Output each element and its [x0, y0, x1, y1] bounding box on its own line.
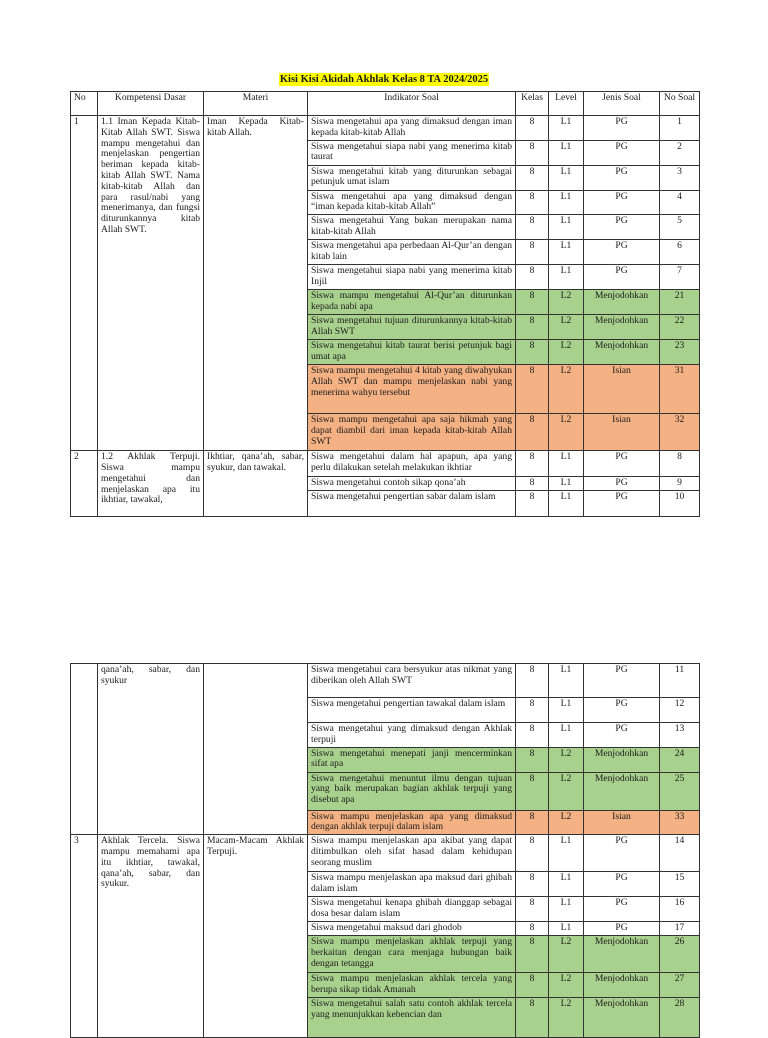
cell-level: L1	[549, 698, 584, 723]
cell-kelas: 8	[516, 972, 549, 997]
cell-indikator-soal: Siswa mampu menjelaskan apa yang dimaksud dengan akhlak terpuji dalam islam	[308, 810, 516, 835]
table-row	[71, 451, 700, 477]
cell-no-soal: 17	[660, 922, 700, 936]
cell-no-soal: 26	[660, 935, 700, 972]
cell-indikator-soal: Siswa mengetahui kitab yang diturunkan sebagai petunjuk umat islam	[308, 165, 516, 190]
cell-jenis-soal: PG	[584, 664, 660, 698]
cell-level: L2	[549, 365, 584, 414]
cell-indikator-soal: Siswa mengetahui cara bersyukur atas nikmat yang diberikan oleh Allah SWT	[308, 664, 516, 698]
cell-kelas: 8	[516, 340, 549, 365]
cell-level: L1	[549, 872, 584, 897]
cell-jenis-soal: Menjodohkan	[584, 290, 660, 315]
cell-no-soal: 2	[660, 140, 700, 165]
cell-level: L1	[549, 664, 584, 698]
cell-kompetensi-dasar: 1.1 Iman Kepada Kitab-Kitab Allah SWT. Siswa mampu mengetahui dan menjelaskan pengertian beriman kepada kitab-kitab Allah SWT. Nama kitab-kitab Allah dan para rasul/nabi yang menerimanya, dan fungsi diturunkannya kitab Allah SWT.	[98, 116, 204, 451]
document-title: Kisi Kisi Akidah Akhlak Kelas 8 TA 2024/2025	[279, 74, 489, 85]
cell-level: L1	[549, 897, 584, 922]
cell-materi: Iman Kepada Kitab-kitab Allah.	[204, 116, 308, 451]
cell-indikator-soal: Siswa mengetahui Yang bukan merupakan nama kitab-kitab Allah	[308, 215, 516, 240]
cell-kelas: 8	[516, 997, 549, 1037]
cell-jenis-soal: PG	[584, 215, 660, 240]
cell-no-soal: 31	[660, 365, 700, 414]
cell-level: L1	[549, 215, 584, 240]
cell-no-soal: 6	[660, 240, 700, 265]
cell-materi: Ikhtiar, qana’ah, sabar, syukur, dan tawakal.	[204, 451, 308, 517]
cell-jenis-soal: Isian	[584, 414, 660, 451]
cell-jenis-soal: Menjodohkan	[584, 997, 660, 1037]
cell-level: L2	[549, 772, 584, 810]
cell-kelas: 8	[516, 215, 549, 240]
cell-level: L1	[549, 451, 584, 477]
cell-indikator-soal: Siswa mengetahui dalam hal apapun, apa yang perlu dilakukan setelah melakukan ikhtiar	[308, 451, 516, 477]
cell-no-soal: 1	[660, 116, 700, 141]
cell-level: L1	[549, 190, 584, 215]
cell-kelas: 8	[516, 922, 549, 936]
cell-no-soal: 28	[660, 997, 700, 1037]
cell-jenis-soal: PG	[584, 140, 660, 165]
cell-kelas: 8	[516, 116, 549, 141]
header-jenis-soal: Jenis Soal	[584, 92, 660, 116]
cell-no-soal: 13	[660, 723, 700, 748]
cell-indikator-soal: Siswa mengetahui apa perbedaan Al-Qur’an dengan kitab lain	[308, 240, 516, 265]
cell-level: L1	[549, 165, 584, 190]
cell-jenis-soal: PG	[584, 835, 660, 872]
cell-no-soal: 22	[660, 315, 700, 340]
header-no: No	[71, 92, 98, 116]
cell-jenis-soal: PG	[584, 490, 660, 516]
cell-indikator-soal: Siswa mengetahui kenapa ghibah dianggap sebagai dosa besar dalam islam	[308, 897, 516, 922]
cell-no-soal: 32	[660, 414, 700, 451]
header-kompetensi-dasar: Kompetensi Dasar	[98, 92, 204, 116]
cell-level: L1	[549, 477, 584, 491]
cell-no-soal: 12	[660, 698, 700, 723]
cell-kelas: 8	[516, 747, 549, 772]
table-header-row	[71, 92, 700, 116]
cell-jenis-soal: Isian	[584, 365, 660, 414]
cell-level: L2	[549, 747, 584, 772]
cell-no	[71, 664, 98, 835]
table-row	[71, 835, 700, 872]
header-no-soal: No Soal	[660, 92, 700, 116]
cell-no-soal: 4	[660, 190, 700, 215]
cell-indikator-soal: Siswa mengetahui pengertian sabar dalam islam	[308, 490, 516, 516]
table-row	[71, 116, 700, 141]
cell-no-soal: 16	[660, 897, 700, 922]
cell-level: L1	[549, 922, 584, 936]
cell-kelas: 8	[516, 772, 549, 810]
cell-kelas: 8	[516, 315, 549, 340]
cell-kelas: 8	[516, 698, 549, 723]
cell-indikator-soal: Siswa mengetahui apa yang dimaksud dengan “iman kepada kitab-kitab Allah”	[308, 190, 516, 215]
cell-kelas: 8	[516, 240, 549, 265]
cell-kelas: 8	[516, 723, 549, 748]
cell-jenis-soal: PG	[584, 240, 660, 265]
cell-jenis-soal: Isian	[584, 810, 660, 835]
cell-indikator-soal: Siswa mengetahui tujuan diturunkannya kitab-kitab Allah SWT	[308, 315, 516, 340]
cell-no-soal: 33	[660, 810, 700, 835]
cell-indikator-soal: Siswa mampu mengetahui 4 kitab yang diwahyukan Allah SWT dan mampu menjelaskan nabi yang menerima wahyu tersebut	[308, 365, 516, 414]
cell-jenis-soal: Menjodohkan	[584, 340, 660, 365]
cell-kompetensi-dasar: Akhlak Tercela. Siswa mampu memahami apa itu ikhtiar, tawakal, qana’ah, sabar, dan syukur.	[98, 835, 204, 1038]
cell-jenis-soal: PG	[584, 190, 660, 215]
cell-kelas: 8	[516, 835, 549, 872]
cell-kelas: 8	[516, 365, 549, 414]
cell-level: L2	[549, 810, 584, 835]
cell-kelas: 8	[516, 664, 549, 698]
cell-jenis-soal: Menjodohkan	[584, 772, 660, 810]
cell-level: L2	[549, 315, 584, 340]
cell-no-soal: 14	[660, 835, 700, 872]
cell-level: L1	[549, 835, 584, 872]
cell-indikator-soal: Siswa mengetahui contoh sikap qona’ah	[308, 477, 516, 491]
cell-indikator-soal: Siswa mengetahui maksud dari ghodob	[308, 922, 516, 936]
cell-jenis-soal: PG	[584, 922, 660, 936]
cell-indikator-soal: Siswa mengetahui kitab taurat berisi petunjuk bagi umat apa	[308, 340, 516, 365]
cell-kelas: 8	[516, 451, 549, 477]
cell-level: L2	[549, 972, 584, 997]
cell-kompetensi-dasar: qana’ah, sabar, dan syukur	[98, 664, 204, 835]
cell-indikator-soal: Siswa mampu mengetahui apa saja hikmah yang dapat diambil dari iman kepada kitab-kitab Allah SWT	[308, 414, 516, 451]
cell-indikator-soal: Siswa mengetahui menuntut ilmu dengan tujuan yang baik merupakan bagian akhlak terpuji yang disebut apa	[308, 772, 516, 810]
cell-no-soal: 25	[660, 772, 700, 810]
cell-kelas: 8	[516, 165, 549, 190]
cell-kelas: 8	[516, 265, 549, 290]
cell-jenis-soal: Menjodohkan	[584, 747, 660, 772]
cell-kelas: 8	[516, 190, 549, 215]
cell-kelas: 8	[516, 477, 549, 491]
cell-no-soal: 10	[660, 490, 700, 516]
cell-level: L1	[549, 140, 584, 165]
cell-no-soal: 8	[660, 451, 700, 477]
cell-indikator-soal: Siswa mengetahui salah satu contoh akhlak tercela yang menunjukkan kebencian dan	[308, 997, 516, 1037]
cell-indikator-soal: Siswa mengetahui siapa nabi yang menerima kitab taurat	[308, 140, 516, 165]
cell-kelas: 8	[516, 872, 549, 897]
cell-no-soal: 9	[660, 477, 700, 491]
cell-jenis-soal: PG	[584, 477, 660, 491]
cell-level: L2	[549, 935, 584, 972]
header-materi: Materi	[204, 92, 308, 116]
cell-indikator-soal: Siswa mampu menjelaskan akhlak tercela yang berupa sikap tidak Amanah	[308, 972, 516, 997]
cell-kelas: 8	[516, 140, 549, 165]
header-indikator-soal: Indikator Soal	[308, 92, 516, 116]
cell-indikator-soal: Siswa mampu mengetahui Al-Qur’an diturunkan kepada nabi apa	[308, 290, 516, 315]
cell-jenis-soal: PG	[584, 451, 660, 477]
cell-indikator-soal: Siswa mengetahui apa yang dimaksud dengan iman kepada kitab-kitab Allah	[308, 116, 516, 141]
cell-indikator-soal: Siswa mengetahui siapa nabi yang menerima kitab Injil	[308, 265, 516, 290]
table-body-page-1	[71, 116, 700, 517]
header-kelas: Kelas	[516, 92, 549, 116]
table-body-page-2	[71, 664, 700, 1038]
cell-kelas: 8	[516, 414, 549, 451]
cell-jenis-soal: PG	[584, 116, 660, 141]
cell-level: L1	[549, 240, 584, 265]
cell-no: 1	[71, 116, 98, 451]
cell-indikator-soal: Siswa mengetahui pengertian tawakal dalam islam	[308, 698, 516, 723]
cell-level: L1	[549, 265, 584, 290]
cell-materi: Macam-Macam Akhlak Terpuji.	[204, 835, 308, 1038]
cell-materi	[204, 664, 308, 835]
cell-jenis-soal: PG	[584, 265, 660, 290]
cell-kelas: 8	[516, 810, 549, 835]
cell-kelas: 8	[516, 935, 549, 972]
table-row	[71, 664, 700, 698]
cell-indikator-soal: Siswa mampu menjelaskan apa akibat yang dapat ditimbulkan oleh sifat hasad dalam kehidupan seorang muslim	[308, 835, 516, 872]
cell-no-soal: 7	[660, 265, 700, 290]
cell-no-soal: 23	[660, 340, 700, 365]
cell-no-soal: 3	[660, 165, 700, 190]
kisi-kisi-table-page-1	[70, 91, 700, 517]
cell-jenis-soal: PG	[584, 165, 660, 190]
cell-level: L1	[549, 723, 584, 748]
cell-jenis-soal: Menjodohkan	[584, 315, 660, 340]
cell-no-soal: 11	[660, 664, 700, 698]
cell-no-soal: 24	[660, 747, 700, 772]
cell-no-soal: 5	[660, 215, 700, 240]
cell-kelas: 8	[516, 897, 549, 922]
cell-level: L1	[549, 116, 584, 141]
cell-level: L2	[549, 997, 584, 1037]
header-level: Level	[549, 92, 584, 116]
cell-jenis-soal: PG	[584, 872, 660, 897]
cell-level: L2	[549, 414, 584, 451]
cell-jenis-soal: PG	[584, 723, 660, 748]
cell-level: L1	[549, 490, 584, 516]
cell-no-soal: 15	[660, 872, 700, 897]
cell-jenis-soal: PG	[584, 897, 660, 922]
cell-level: L2	[549, 290, 584, 315]
kisi-kisi-table-page-2	[70, 663, 700, 1038]
cell-jenis-soal: Menjodohkan	[584, 935, 660, 972]
cell-kelas: 8	[516, 490, 549, 516]
cell-jenis-soal: Menjodohkan	[584, 972, 660, 997]
cell-kompetensi-dasar: 1.2 Akhlak Terpuji. Siswa mampu mengetahui dan menjelaskan apa itu ikhtiar, tawakal,	[98, 451, 204, 517]
cell-indikator-soal: Siswa mampu menjelaskan akhlak terpuji yang berkaitan dengan cara menjaga hubungan baik dengan tetangga	[308, 935, 516, 972]
cell-kelas: 8	[516, 290, 549, 315]
cell-indikator-soal: Siswa mampu menjelaskan apa maksud dari ghibah dalam islam	[308, 872, 516, 897]
cell-no: 2	[71, 451, 98, 517]
cell-no-soal: 21	[660, 290, 700, 315]
cell-indikator-soal: Siswa mengetahui yang dimaksud dengan Akhlak terpuji	[308, 723, 516, 748]
document-title-wrap	[0, 69, 768, 87]
cell-indikator-soal: Siswa mengetahui menepati janji mencerminkan sifat apa	[308, 747, 516, 772]
cell-jenis-soal: PG	[584, 698, 660, 723]
cell-level: L2	[549, 340, 584, 365]
cell-no: 3	[71, 835, 98, 1038]
cell-no-soal: 27	[660, 972, 700, 997]
